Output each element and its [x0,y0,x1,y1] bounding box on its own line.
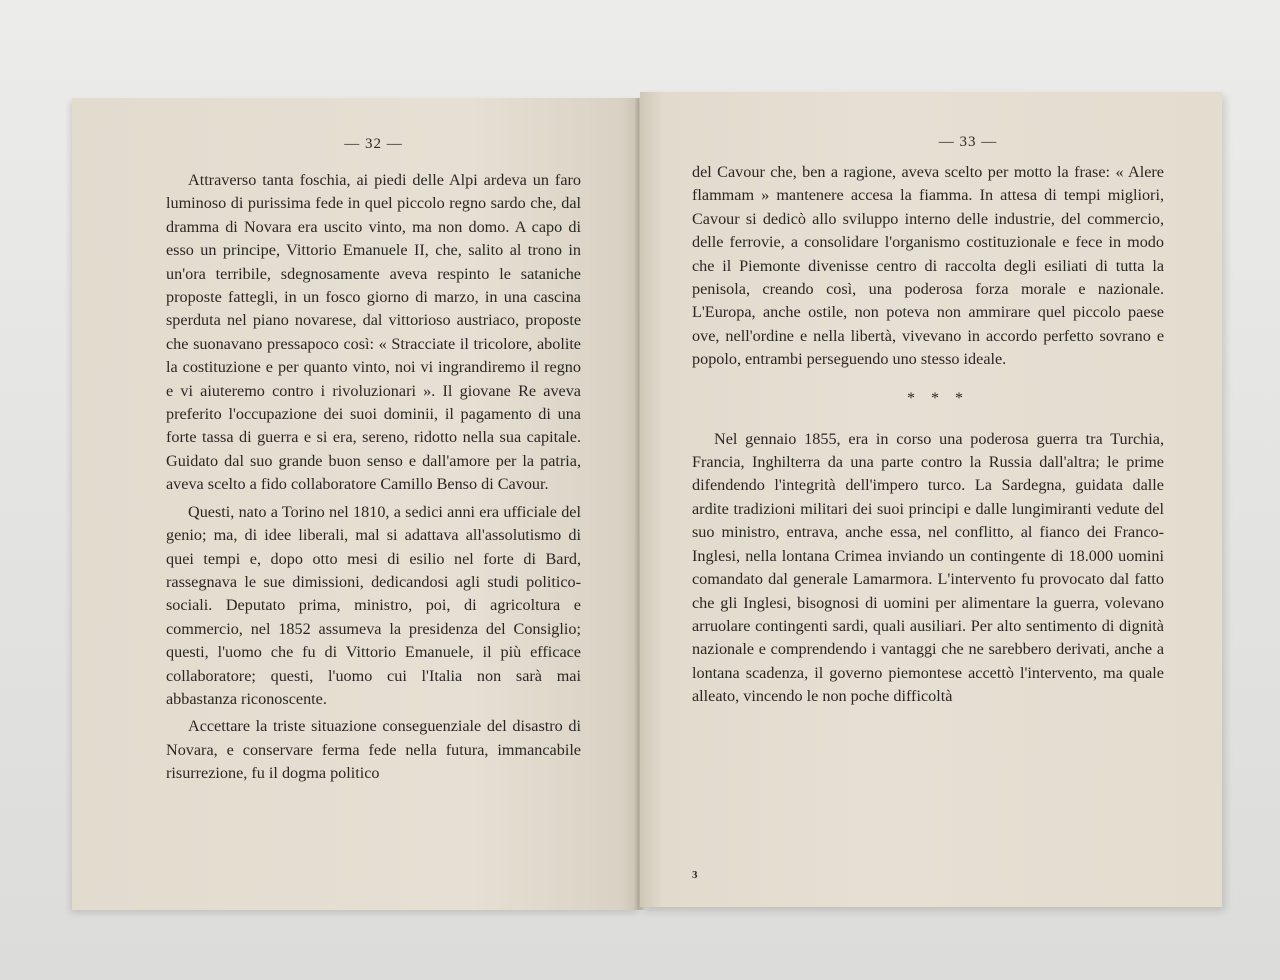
section-separator: * * * [907,389,969,407]
paragraph: del Cavour che, ben a ragione, aveva scelto per motto la frase: « Alere flammam » mantenere accesa la fiamma. In attesa di tempi migliori, Cavour si dedicò allo sviluppo interno delle industrie, del commercio, delle ferrovie, a consolidare l'organismo costituzionale e fece in modo che il Piemonte divenisse centro di raccolta degli esiliati di tutta la penisola, creando così, una poderosa forza morale e nazionale. L'Europa, anche ostile, non poteva non ammirare quel piccolo paese ove, nell'ordine e nella libertà, vivevano in accordo perfetto sovrano e popolo, entrambi perseguendo uno stesso ideale. [692,163,1164,369]
right-page [640,92,1222,907]
paragraph: Questi, nato a Torino nel 1810, a sedici anni era ufficiale del genio; ma, di idee liberali, mal si adattava all'assolutismo di quei tempi e, dopo otto mesi di esilio nel forte di Bard, rassegnava le sue dimissioni, dedicandosi agli studi politico-sociali. Deputato prima, ministro, poi, di agricoltura e commercio, nel 1852 assumeva la presidenza del Consiglio; questi, l'uomo che fu di Vittorio Emanuele, il più efficace collaboratore; questi, l'uomo cui l'Italia non sarà mai abbastanza riconoscente. [166,502,581,708]
left-page-text [166,169,581,786]
open-book [72,92,1222,917]
page-number: — 32 — [344,136,403,152]
paragraph: Attraverso tanta foschia, ai piedi delle Alpi ardeva un faro luminoso di purissima fede in quel piccolo regno sardo che, dal dramma di Novara era uscito vinto, ma non domo. A capo di esso un principe, Vittorio Emanuele II, che, salito al trono in un'ora terribile, sdegnosamente aveva respinto le sataniche proposte fattegli, in un fosco giorno di marzo, in una cascina sperduta nel piano novarese, dal vittorioso austriaco, proposte che suonavano pressapoco così: « Stracciate il tricolore, abolite la costituzione e per quanto vinto, noi vi ingrandiremo il regno e vi aiuteremo contro i rivoluzionari ». Il giovane Re aveva preferito l'occupazione dei suoi dominii, il pagamento di una forte tassa di guerra e si era, sereno, ridotto nella sua capitale. Guidato dal suo grande buon senso e dall'amore per la patria, aveva scelto a fido collaboratore Camillo Benso di Cavour. [166,171,581,494]
signature-mark: 3 [692,869,698,881]
left-page [72,98,639,910]
page-number: — 33 — [938,134,998,150]
paragraph: Nel gennaio 1855, era in corso una poderosa guerra tra Turchia, Francia, Inghilterra da una parte contro la Russia dall'altra; le prime difendendo l'integrità dell'impero turco. La Sardegna, guidata dalle ardite tradizioni militari dei suoi principi e dalle lungimiranti vedute del suo ministro, entrava, anche essa, nel conflitto, al fianco dei Franco-Inglesi, nella lontana Crimea inviando un contingente di 18.000 uomini comandato dal generale Lamarmora. L'intervento fu provocato dal fatto che gli Inglesi, bisognosi di uomini per alimentare la guerra, volevano arruolare contingenti sardi, quali ausiliari. Per alto sentimento di dignità nazionale e comprendendo i vantaggi che ne sarebbero derivati, anche a lontana scadenza, il governo piemontese accettò l'intervento, ma quale alleato, vincendo le non poche difficoltà [692,429,1164,706]
paragraph: Accettare la triste situazione conseguenziale del disastro di Novara, e conservare ferma fede nella futura, immancabile risurrezione, fu il dogma politico [166,717,581,783]
right-page-text [692,161,1164,709]
